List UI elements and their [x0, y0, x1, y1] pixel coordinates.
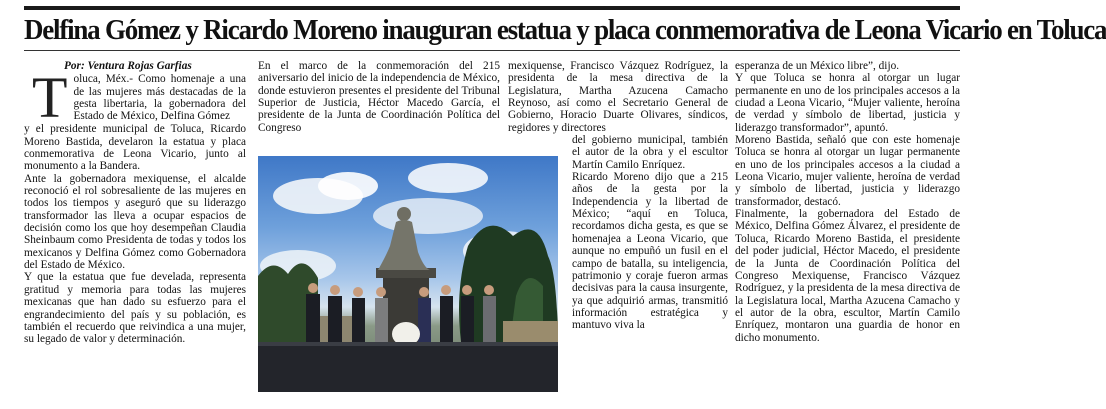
paragraph: Moreno Bastida, señaló que con este homenaje Toluca se honra al otorgar un lugar permanente en uno de los principales accesos a la ciudad a Leona Vicario, mujer valiente, heroína de verdad y símbolo de libertad, justicia y liderazgo transformador, destacó. [735, 134, 960, 208]
paragraph: esperanza de un México libre”, dijo. [735, 60, 900, 72]
paragraph-lead: oluca, Méx.- Como homenaje a una de las mujeres más destacadas de la gesta libertaria, la gobernadora del Estado de México, Delfina Gómez [73, 73, 246, 123]
paragraph: Ricardo Moreno dijo que a 215 años de la gesta por la Independencia y la libertad de México; “aquí en Toluca, recordamos dicha gesta, es que se homenajea a Leona Vicario, que aunque no empuñó un fusil en el campo de batalla, su inteligencia, patrimonio y coraje fueron armas decisivas para la causa insurgente, ya que adquirió armas, transmitió información estratégica y mantuvo viva la [572, 171, 728, 332]
column-1 [24, 60, 246, 346]
paragraph: En el marco de la conmemoración del 215 aniversario del inicio de la independencia de México, donde estuvieron presentes el presidente del Tribunal Superior de Justicia, Héctor Macedo García, el presidente de la Junta de Coordinación Política del Congreso [258, 60, 500, 134]
title-rule [24, 50, 960, 51]
paragraph: Y que la estatua que fue develada, representa gratitud y memoria para todas las mujeres mexicanas que han dado su esfuerzo para el engrandecimiento del país y su población, es también el recuerdo que reivindica a una mujer, su legado de valor y determinación. [24, 271, 246, 346]
column-2 [258, 60, 500, 134]
drop-cap: T [32, 65, 68, 131]
byline: Por: Ventura Rojas Garfias [64, 60, 192, 72]
paragraph: Finalmente, la gobernadora del Estado de México, Delfina Gómez Álvarez, el presidente de Toluca, Ricardo Moreno Bastida, el presidente del poder judicial, Héctor Macedo, el presidente de la Junta de Coordinación Política del Congreso Mexiquense, Francisco Vázquez Rodríguez, y la presidenta de la mesa directiva de la Legislatura local, Martha Azucena Camacho y el autor de la obra, escultor, Martín Camilo Enríquez, montaron una guardia de honor en dicho monumento. [735, 208, 960, 344]
column-4 [735, 60, 960, 344]
headline: Delfina Gómez y Ricardo Moreno inauguran estatua y placa conmemorativa de Leona Vicario en Toluca [24, 14, 1106, 46]
paragraph: del gobierno municipal, también el autor de la obra y el escultor Martín Camilo Enríquez. [572, 134, 728, 171]
column-3 [508, 60, 728, 332]
paragraph-lead-cont: y el presidente municipal de Toluca, Ricardo Moreno Bastida, develaron la estatua y placa conmemorativa de Leona Vicario, junto al monumento a la Bandera. [24, 123, 246, 173]
top-rule [24, 6, 960, 10]
paragraph: Y que Toluca se honra al otorgar un lugar permanente en uno de los principales accesos a la ciudad a Leona Vicario, “Mujer valiente, heroína de verdad y símbolo de libertad, justicia y liderazgo transformador”, apuntó. [735, 72, 960, 134]
paragraph: mexiquense, Francisco Vázquez Rodríguez, la presidenta de la mesa directiva de la Legislatura, Martha Azucena Camacho Reynoso, así como el Secretario General de Gobierno, Horacio Duarte Olivares, síndicos, regidores y directores [508, 60, 728, 134]
paragraph: Ante la gobernadora mexiquense, el alcalde reconoció el rol sobresaliente de las mujeres en todos los tiempos y aseguró que su liderazgo transformador las lleva a ocupar espacios de decisión como los que hoy desempeñan Claudia Sheinbaum como Presidenta de todas y todos los mexicanos y Delfina Gómez como Gobernadora del Estado de México. [24, 172, 246, 272]
